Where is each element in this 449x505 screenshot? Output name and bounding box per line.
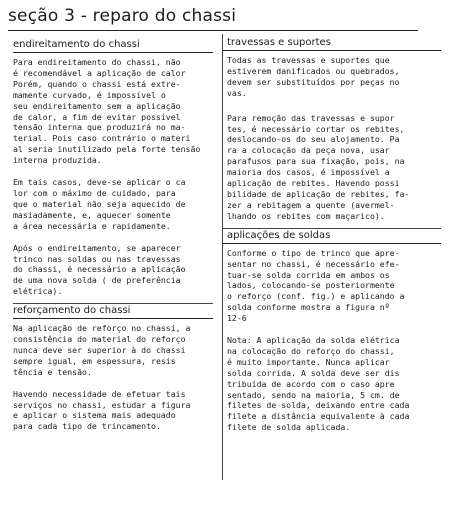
paragraph-soldas-1: Conforme o tipo de trinco que apre- sentar no chassi, é necessário efe- tuar-se solda corrida em ambos os lados, colocando-se posteriormente o reforço (conf. fig.) e aplicando a solda conforme mostra a figura nº 12-6 [227, 247, 405, 324]
section-heading-reforcamento: reforçamento do chassi [13, 303, 213, 319]
right-column [222, 34, 441, 480]
paragraph-endireitamento-3: Após o endireitamento, se aparecer trinco nas soldas ou nas travessas do chassi, é necessário a aplicação de uma nova solda ( de preferência elétrica). [13, 242, 186, 297]
section-heading-travessas: travessas e suportes [223, 36, 441, 51]
page-title: seção 3 - reparo do chassi [8, 6, 237, 26]
paragraph-endireitamento-1: Para endireitamento do chassi, não é recomendável a aplicação de calor Porém, quando o chassi está extre- mamente curvado, é impossível o seu endireitamento sem a aplicação de calor, a fim de evitar possível tensão interna que produzirá no ma- terial. Pois caso contrário o materi al seria inutilizado pela forte tensão interna produzida. [13, 57, 201, 166]
page-header [8, 4, 418, 31]
paragraph-travessas-1: Todas as travessas e suportes que estiverem danificados ou quebrados, devem ser substituídos por peças no vas. [227, 55, 400, 98]
paragraph-endireitamento-2: Em tais casos, deve-se aplicar o ca lor com o máximo de cuidado, para que o material não seja aquecido de masiadamente, e, aquecer somente a área necessária e rapidamente. [13, 177, 186, 231]
section-heading-soldas: aplicações de soldas [223, 228, 441, 244]
left-column [13, 38, 213, 443]
paragraph-reforcamento-2: Havendo necessidade de efetuar tais serviços no chassi, estudar a figura e aplicar o sistema mais adequado para cada tipo de trincamento. [13, 388, 191, 432]
section-heading-endireitamento: endireitamento do chassi [13, 38, 213, 53]
paragraph-reforcamento-1: Na aplicação de reforço no chassi, a consistência do material do reforço nunca deve ser superior à do chassi sempre igual, em espessura, resis tência e tensão. [13, 323, 191, 377]
paragraph-travessas-2: Para remoção das travessas e supor tes, é necessário cortar os rebites, deslocando-os do seu alojamento. Pa ra a colocação da peça nova, usar parafusos para sua fixação, pois, na maioria dos casos, é impossível a aplicação de rebites. Havendo possi bilidade de aplicação de rebites, fa- zer a rebitagem a quente (avermel- lhando os rebites com maçarico). [227, 112, 410, 221]
paragraph-soldas-2: Nota: A aplicação da solda elétrica na colocação do reforço do chassi, é muito importante. Nunca aplicar solda corrida. A solda deve ser dis tribuída de acordo com o caso apre sentado, sendo na maioria, 5 cm. de filetes de solda, deixando entre cada filete a distância equivalente à cada filete de solda aplicada. [227, 335, 410, 433]
